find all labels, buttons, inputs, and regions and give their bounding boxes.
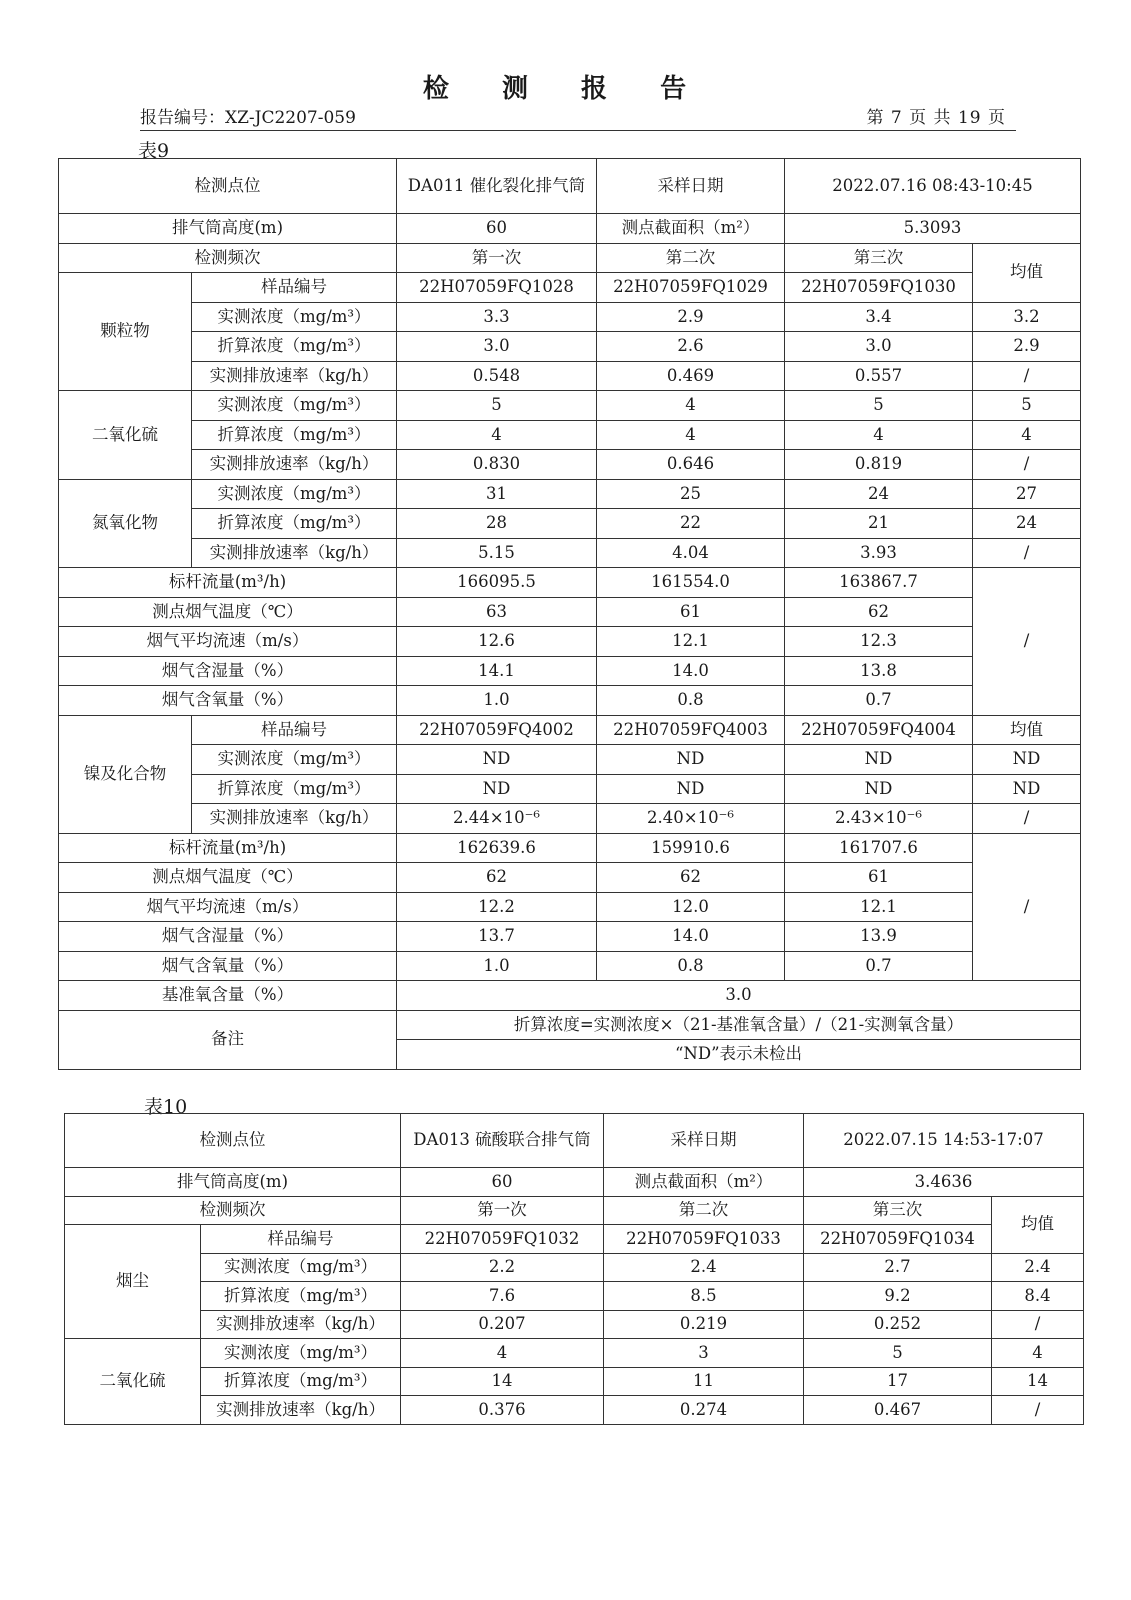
cell: 4: [992, 1339, 1084, 1368]
table-row: [59, 509, 1081, 539]
group-ni: 镍及化合物: [59, 715, 192, 833]
cell: 5: [973, 391, 1081, 421]
date-value: 2022.07.16 08:43-10:45: [785, 159, 1081, 214]
cell: 22H07059FQ4003: [597, 715, 785, 745]
cell: 4.04: [597, 538, 785, 568]
cell: 2.44×10⁻⁶: [397, 804, 597, 834]
cell: 0.219: [604, 1310, 804, 1339]
cell: 0.557: [785, 361, 973, 391]
cell: 12.1: [597, 627, 785, 657]
cell: 12.3: [785, 627, 973, 657]
table-row: [59, 538, 1081, 568]
cell: 4: [397, 420, 597, 450]
cell: 13.9: [785, 922, 973, 952]
round-3: 第三次: [785, 243, 973, 273]
group-dust: 烟尘: [65, 1225, 201, 1339]
table-row: [59, 745, 1081, 775]
table-row: [65, 1339, 1084, 1368]
cell: 3.2: [973, 302, 1081, 332]
report-title: 检 测 报 告: [422, 74, 709, 104]
table-row: [59, 951, 1081, 981]
cell: 0.8: [597, 686, 785, 716]
cell: 8.5: [604, 1282, 804, 1311]
cell: 0.467: [804, 1396, 992, 1425]
cell: 样品编号: [192, 273, 397, 303]
cell: /: [973, 450, 1081, 480]
date-value: 2022.07.15 14:53-17:07: [804, 1114, 1084, 1168]
cell: 4: [401, 1339, 604, 1368]
point-value: DA013 硫酸联合排气筒: [401, 1114, 604, 1168]
cell: 3.93: [785, 538, 973, 568]
cell: 61: [785, 863, 973, 893]
area-value: 5.3093: [785, 214, 1081, 244]
page-indicator: 第 7 页 共 19 页: [866, 108, 1006, 128]
cell: 12.6: [397, 627, 597, 657]
cell: 样品编号: [192, 715, 397, 745]
cell: /: [992, 1396, 1084, 1425]
cell: 0.274: [604, 1396, 804, 1425]
flue2-avg: /: [973, 833, 1081, 981]
ref-o2-value: 3.0: [397, 981, 1081, 1011]
area-label: 测点截面积（m²）: [604, 1168, 804, 1197]
table-row: [65, 1310, 1084, 1339]
avg-header: 均值: [992, 1196, 1084, 1253]
table-row: [59, 686, 1081, 716]
cell: 3.0: [397, 332, 597, 362]
cell: 标杆流量(m³/h): [59, 833, 397, 863]
table-row: [59, 833, 1081, 863]
cell: 28: [397, 509, 597, 539]
table-row: [59, 243, 1081, 273]
cell: 实测浓度（mg/m³）: [192, 302, 397, 332]
cell: 2.6: [597, 332, 785, 362]
cell: ND: [397, 745, 597, 775]
round-2: 第二次: [604, 1196, 804, 1225]
cell: 5.15: [397, 538, 597, 568]
table-row: [65, 1253, 1084, 1282]
cell: 0.8: [597, 951, 785, 981]
cell: 4: [597, 420, 785, 450]
cell: 22: [597, 509, 785, 539]
cell: 2.7: [804, 1253, 992, 1282]
cell: 烟气含湿量（%）: [59, 922, 397, 952]
cell: 折算浓度（mg/m³）: [192, 774, 397, 804]
cell: 实测排放速率（kg/h）: [192, 804, 397, 834]
note-formula: 折算浓度=实测浓度×（21-基准氧含量）/（21-实测氧含量）: [397, 1010, 1081, 1040]
point-label: 检测点位: [59, 159, 397, 214]
cell: 烟气含氧量（%）: [59, 951, 397, 981]
cell: 166095.5: [397, 568, 597, 598]
cell: 22H07059FQ1034: [804, 1225, 992, 1254]
table-row: [59, 804, 1081, 834]
cell: 烟气含氧量（%）: [59, 686, 397, 716]
cell: 14.0: [597, 656, 785, 686]
cell: 62: [785, 597, 973, 627]
table-row: [59, 450, 1081, 480]
cell: 0.830: [397, 450, 597, 480]
cell: 折算浓度（mg/m³）: [192, 332, 397, 362]
table-row: [59, 1010, 1081, 1040]
cell: 5: [785, 391, 973, 421]
cell: 0.7: [785, 951, 973, 981]
table-row: [59, 361, 1081, 391]
avg-header: 均值: [973, 243, 1081, 302]
cell: 实测排放速率（kg/h）: [201, 1310, 401, 1339]
cell: 0.548: [397, 361, 597, 391]
cell: 0.646: [597, 450, 785, 480]
cell: 24: [785, 479, 973, 509]
round-1: 第一次: [401, 1196, 604, 1225]
cell: 11: [604, 1367, 804, 1396]
cell: ND: [973, 774, 1081, 804]
table-row: [65, 1225, 1084, 1254]
table10-caption: 表10: [144, 1096, 188, 1118]
freq-label: 检测频次: [65, 1196, 401, 1225]
flue1-avg: /: [973, 568, 1081, 716]
note-nd: “ND”表示未检出: [397, 1040, 1081, 1070]
cell: 5: [804, 1339, 992, 1368]
group-nox: 氮氧化物: [59, 479, 192, 568]
cell: 2.40×10⁻⁶: [597, 804, 785, 834]
cell: 4: [597, 391, 785, 421]
cell: 2.2: [401, 1253, 604, 1282]
cell: 实测浓度（mg/m³）: [192, 479, 397, 509]
cell: 22H07059FQ1028: [397, 273, 597, 303]
cell: 2.9: [973, 332, 1081, 362]
cell: /: [992, 1310, 1084, 1339]
cell: 烟气平均流速（m/s）: [59, 627, 397, 657]
table-row: [59, 273, 1081, 303]
cell: 0.207: [401, 1310, 604, 1339]
cell: 24: [973, 509, 1081, 539]
table-row: [59, 863, 1081, 893]
cell: 烟气含湿量（%）: [59, 656, 397, 686]
cell: 4: [785, 420, 973, 450]
round-2: 第二次: [597, 243, 785, 273]
cell: 2.43×10⁻⁶: [785, 804, 973, 834]
ref-o2-label: 基准氧含量（%）: [59, 981, 397, 1011]
report-header: [140, 106, 1016, 131]
point-value: DA011 催化裂化排气筒: [397, 159, 597, 214]
cell: 实测排放速率（kg/h）: [192, 538, 397, 568]
area-value: 3.4636: [804, 1168, 1084, 1197]
cell: 1.0: [397, 951, 597, 981]
table-row: [59, 922, 1081, 952]
cell: 测点烟气温度（℃）: [59, 597, 397, 627]
cell: 22H07059FQ1033: [604, 1225, 804, 1254]
area-label: 测点截面积（m²）: [597, 214, 785, 244]
cell: 14: [401, 1367, 604, 1396]
cell: 61: [597, 597, 785, 627]
table-row: [59, 302, 1081, 332]
table-row: [59, 656, 1081, 686]
cell: 161554.0: [597, 568, 785, 598]
table-9: [58, 158, 1081, 1070]
table-row: [59, 479, 1081, 509]
cell: 4: [973, 420, 1081, 450]
table-row: [59, 159, 1081, 214]
cell: 14: [992, 1367, 1084, 1396]
cell: 31: [397, 479, 597, 509]
cell: 5: [397, 391, 597, 421]
cell: 实测浓度（mg/m³）: [201, 1253, 401, 1282]
cell: 27: [973, 479, 1081, 509]
cell: 62: [397, 863, 597, 893]
table-row: [59, 981, 1081, 1011]
cell: 实测浓度（mg/m³）: [192, 745, 397, 775]
point-label: 检测点位: [65, 1114, 401, 1168]
table-row: [59, 715, 1081, 745]
table-row: [59, 391, 1081, 421]
cell: 1.0: [397, 686, 597, 716]
cell: 0.252: [804, 1310, 992, 1339]
cell: 22H07059FQ1029: [597, 273, 785, 303]
cell: 22H07059FQ1032: [401, 1225, 604, 1254]
table-row: [65, 1196, 1084, 1225]
table-row: [65, 1367, 1084, 1396]
cell: 13.8: [785, 656, 973, 686]
cell: 13.7: [397, 922, 597, 952]
cell: 2.9: [597, 302, 785, 332]
cell: 2.4: [604, 1253, 804, 1282]
cell: 25: [597, 479, 785, 509]
cell: 9.2: [804, 1282, 992, 1311]
cell: 测点烟气温度（℃）: [59, 863, 397, 893]
cell: 162639.6: [397, 833, 597, 863]
cell: 14.0: [597, 922, 785, 952]
cell: 2.4: [992, 1253, 1084, 1282]
note-label: 备注: [59, 1010, 397, 1069]
cell: 折算浓度（mg/m³）: [192, 420, 397, 450]
cell: 0.469: [597, 361, 785, 391]
table-10: [64, 1113, 1084, 1425]
date-label: 采样日期: [604, 1114, 804, 1168]
cell: 折算浓度（mg/m³）: [201, 1282, 401, 1311]
cell: ND: [397, 774, 597, 804]
table-row: [59, 420, 1081, 450]
cell: 实测排放速率（kg/h）: [201, 1396, 401, 1425]
cell: 3.0: [785, 332, 973, 362]
cell: 折算浓度（mg/m³）: [201, 1367, 401, 1396]
cell: ND: [785, 745, 973, 775]
table-row: [59, 214, 1081, 244]
cell: 161707.6: [785, 833, 973, 863]
round-1: 第一次: [397, 243, 597, 273]
height-value: 60: [401, 1168, 604, 1197]
table-row: [65, 1282, 1084, 1311]
cell: 12.2: [397, 892, 597, 922]
cell: /: [973, 361, 1081, 391]
group-pm: 颗粒物: [59, 273, 192, 391]
cell: 22H07059FQ4004: [785, 715, 973, 745]
group-so2: 二氧化硫: [59, 391, 192, 480]
date-label: 采样日期: [597, 159, 785, 214]
cell: 12.0: [597, 892, 785, 922]
cell: 21: [785, 509, 973, 539]
cell: ND: [785, 774, 973, 804]
cell: 实测浓度（mg/m³）: [192, 391, 397, 421]
cell: 63: [397, 597, 597, 627]
cell: 均值: [973, 715, 1081, 745]
cell: 22H07059FQ4002: [397, 715, 597, 745]
table9-caption: 表9: [138, 140, 170, 162]
table-row: [59, 597, 1081, 627]
freq-label: 检测频次: [59, 243, 397, 273]
cell: ND: [597, 774, 785, 804]
cell: /: [973, 804, 1081, 834]
cell: 22H07059FQ1030: [785, 273, 973, 303]
cell: 0.376: [401, 1396, 604, 1425]
cell: /: [973, 538, 1081, 568]
cell: 62: [597, 863, 785, 893]
cell: 3: [604, 1339, 804, 1368]
cell: 样品编号: [201, 1225, 401, 1254]
table-row: [65, 1168, 1084, 1197]
cell: 3.4: [785, 302, 973, 332]
table-row: [65, 1396, 1084, 1425]
cell: 实测排放速率（kg/h）: [192, 361, 397, 391]
cell: 159910.6: [597, 833, 785, 863]
table-row: [65, 1114, 1084, 1168]
cell: 实测浓度（mg/m³）: [201, 1339, 401, 1368]
report-number: 报告编号：XZ-JC2207-059: [140, 108, 356, 128]
cell: 0.819: [785, 450, 973, 480]
cell: ND: [597, 745, 785, 775]
cell: 14.1: [397, 656, 597, 686]
cell: 烟气平均流速（m/s）: [59, 892, 397, 922]
cell: ND: [973, 745, 1081, 775]
cell: 12.1: [785, 892, 973, 922]
cell: 163867.7: [785, 568, 973, 598]
cell: 3.3: [397, 302, 597, 332]
group-so2: 二氧化硫: [65, 1339, 201, 1425]
height-label: 排气筒高度(m): [59, 214, 397, 244]
cell: 8.4: [992, 1282, 1084, 1311]
table-row: [59, 332, 1081, 362]
cell: 折算浓度（mg/m³）: [192, 509, 397, 539]
round-3: 第三次: [804, 1196, 992, 1225]
height-label: 排气筒高度(m): [65, 1168, 401, 1197]
height-value: 60: [397, 214, 597, 244]
table-row: [59, 627, 1081, 657]
table-row: [59, 892, 1081, 922]
cell: 标杆流量(m³/h): [59, 568, 397, 598]
cell: 0.7: [785, 686, 973, 716]
table-row: [59, 568, 1081, 598]
table-row: [59, 774, 1081, 804]
cell: 17: [804, 1367, 992, 1396]
cell: 7.6: [401, 1282, 604, 1311]
cell: 实测排放速率（kg/h）: [192, 450, 397, 480]
